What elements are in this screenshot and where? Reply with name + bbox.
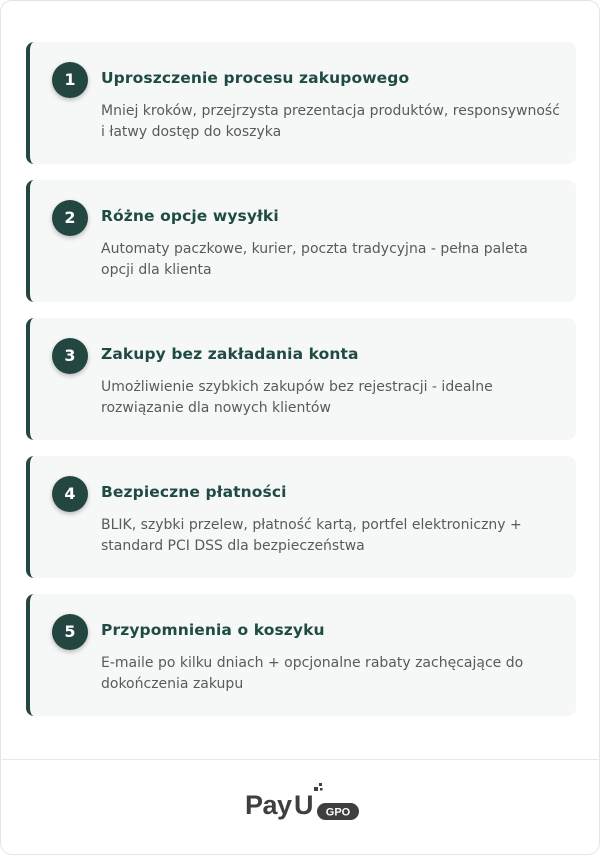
step-description: Automaty paczkowe, kurier, poczta tradycyjna - pełna paleta opcji dla klienta xyxy=(101,241,528,278)
step-card xyxy=(26,594,576,716)
step-number-badge: 3 xyxy=(52,338,88,374)
step-title: Różne opcje wysyłki xyxy=(101,207,279,225)
step-card xyxy=(26,180,576,302)
step-description: E-maile po kilku dniach + opcjonalne rabaty zachęcające do dokończenia zakupu xyxy=(101,655,524,692)
step-number-badge: 2 xyxy=(52,200,88,236)
step-card xyxy=(26,318,576,440)
step-card xyxy=(26,456,576,578)
step-description: BLIK, szybki przelew, płatność kartą, portfel elektroniczny + standard PCI DSS dla bezpieczeństwa xyxy=(101,517,522,554)
logo-badge-text: GPO xyxy=(325,806,351,819)
step-number-badge: 4 xyxy=(52,476,88,512)
step-title: Zakupy bez zakładania konta xyxy=(101,345,359,363)
step-description: Mniej kroków, przejrzysta prezentacja produktów, responsywność i łatwy dostęp do koszyka xyxy=(101,103,560,140)
step-title: Przypomnienia o koszyku xyxy=(101,621,325,639)
step-card xyxy=(26,42,576,164)
step-number-badge: 1 xyxy=(52,62,88,98)
step-title: Bezpieczne płatności xyxy=(101,483,287,501)
step-title: Uproszczenie procesu zakupowego xyxy=(101,69,410,87)
svg-text:U: U xyxy=(294,790,314,820)
step-list xyxy=(26,42,576,732)
step-description: Umożliwienie szybkich zakupów bez rejestracji - idealne rozwiązanie dla nowych klientów xyxy=(101,379,493,416)
step-number-badge: 5 xyxy=(52,614,88,650)
footer xyxy=(2,759,600,855)
svg-text:Pay: Pay xyxy=(245,790,292,820)
payu-gpo-logo xyxy=(245,782,360,827)
